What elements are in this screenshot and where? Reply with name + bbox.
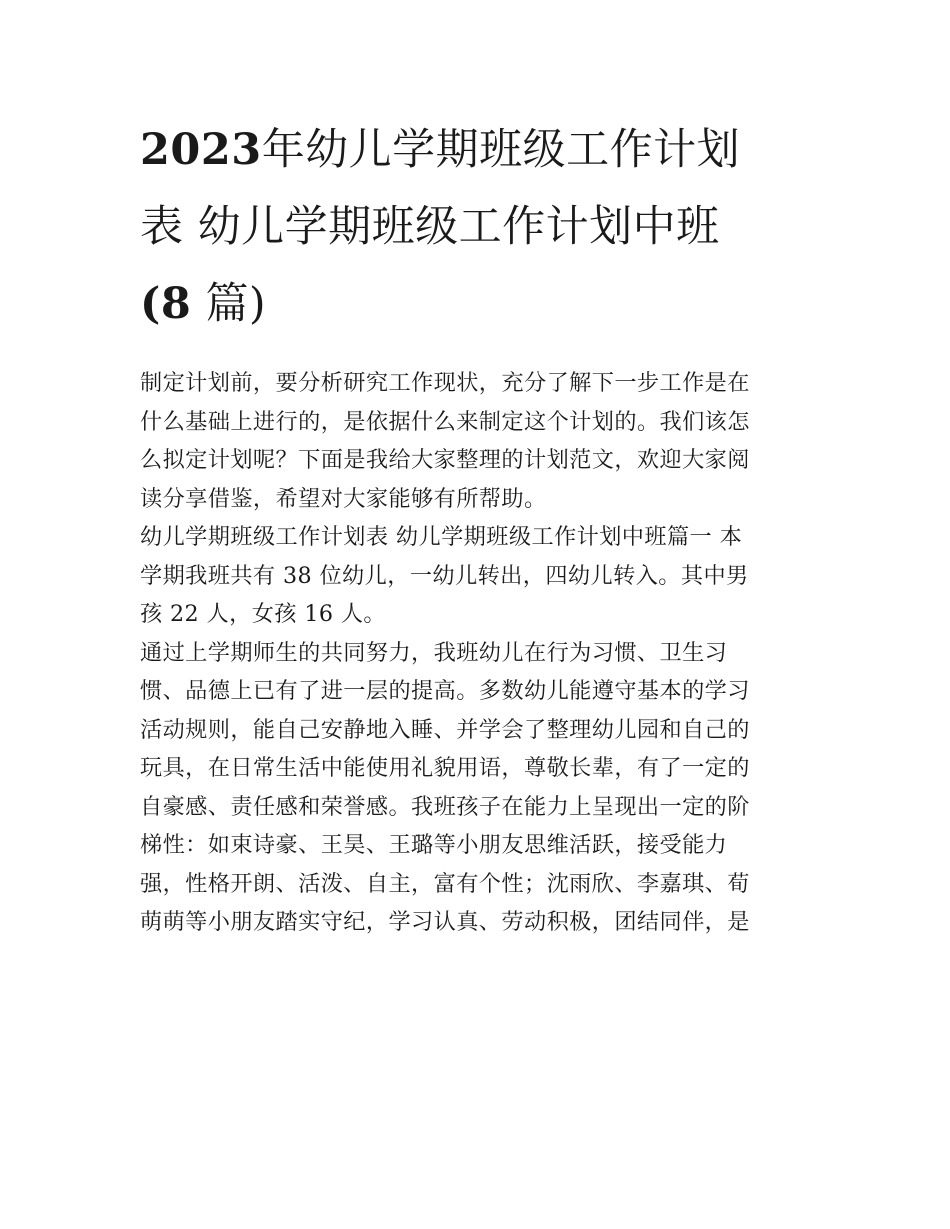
class-overview-paragraph (140, 518, 812, 634)
text-line: 自豪感、责任感和荣誉感。我班孩子在能力上呈现出一定的阶 (140, 793, 750, 820)
analysis-paragraph (140, 634, 812, 942)
text-line: 孩 22 人，女孩 16 人。 (140, 601, 386, 627)
document-title (140, 112, 812, 343)
text-line: 活动规则，能自己安静地入睡、并学会了整理幼儿园和自己的 (140, 716, 750, 743)
text-line: 读分享借鉴，希望对大家能够有所帮助。 (140, 485, 547, 512)
text-line: 惯、品德上已有了进一层的提高。多数幼儿能遵守基本的学习 (140, 678, 750, 704)
text-line: 制定计划前，要分析研究工作现状，充分了解下一步工作是在 (140, 370, 750, 396)
text-line: 学期我班共有 38 位幼儿，一幼儿转出，四幼儿转入。其中男 (140, 562, 749, 589)
title-line (140, 189, 812, 266)
text-line: 什么基础上进行的，是依据什么来制定这个计划的。我们该怎 (140, 408, 750, 435)
text-line: 幼儿学期班级工作计划表 幼儿学期班级工作计划中班篇一 本 (140, 524, 743, 550)
text-line: 么拟定计划呢？下面是我给大家整理的计划范文，欢迎大家阅 (140, 447, 750, 473)
title-line (140, 112, 812, 189)
text-line: 玩具，在日常生活中能使用礼貌用语，尊敬长辈，有了一定的 (140, 755, 750, 781)
text-line: 梯性：如束诗豪、王昊、王璐等小朋友思维活跃，接受能力 (140, 832, 728, 858)
intro-paragraph (140, 364, 812, 518)
text-line: 萌萌等小朋友踏实守纪，学习认真、劳动积极，团结同伴，是 (140, 909, 750, 935)
text-line: 通过上学期师生的共同努力，我班幼儿在行为习惯、卫生习 (140, 639, 728, 666)
title-text: 年幼儿学期班级工作计划 (261, 125, 741, 175)
title-line (140, 266, 812, 343)
title-text: 篇) (205, 279, 267, 329)
title-number: (8 (140, 279, 192, 329)
text-line: 强，性格开朗、活泼、自主，富有个性；沈雨欣、李嘉琪、荀 (140, 870, 750, 897)
title-text: 表 幼儿学期班级工作计划中班 (140, 202, 720, 252)
document-page (140, 112, 812, 942)
title-number: 2023 (140, 125, 262, 175)
